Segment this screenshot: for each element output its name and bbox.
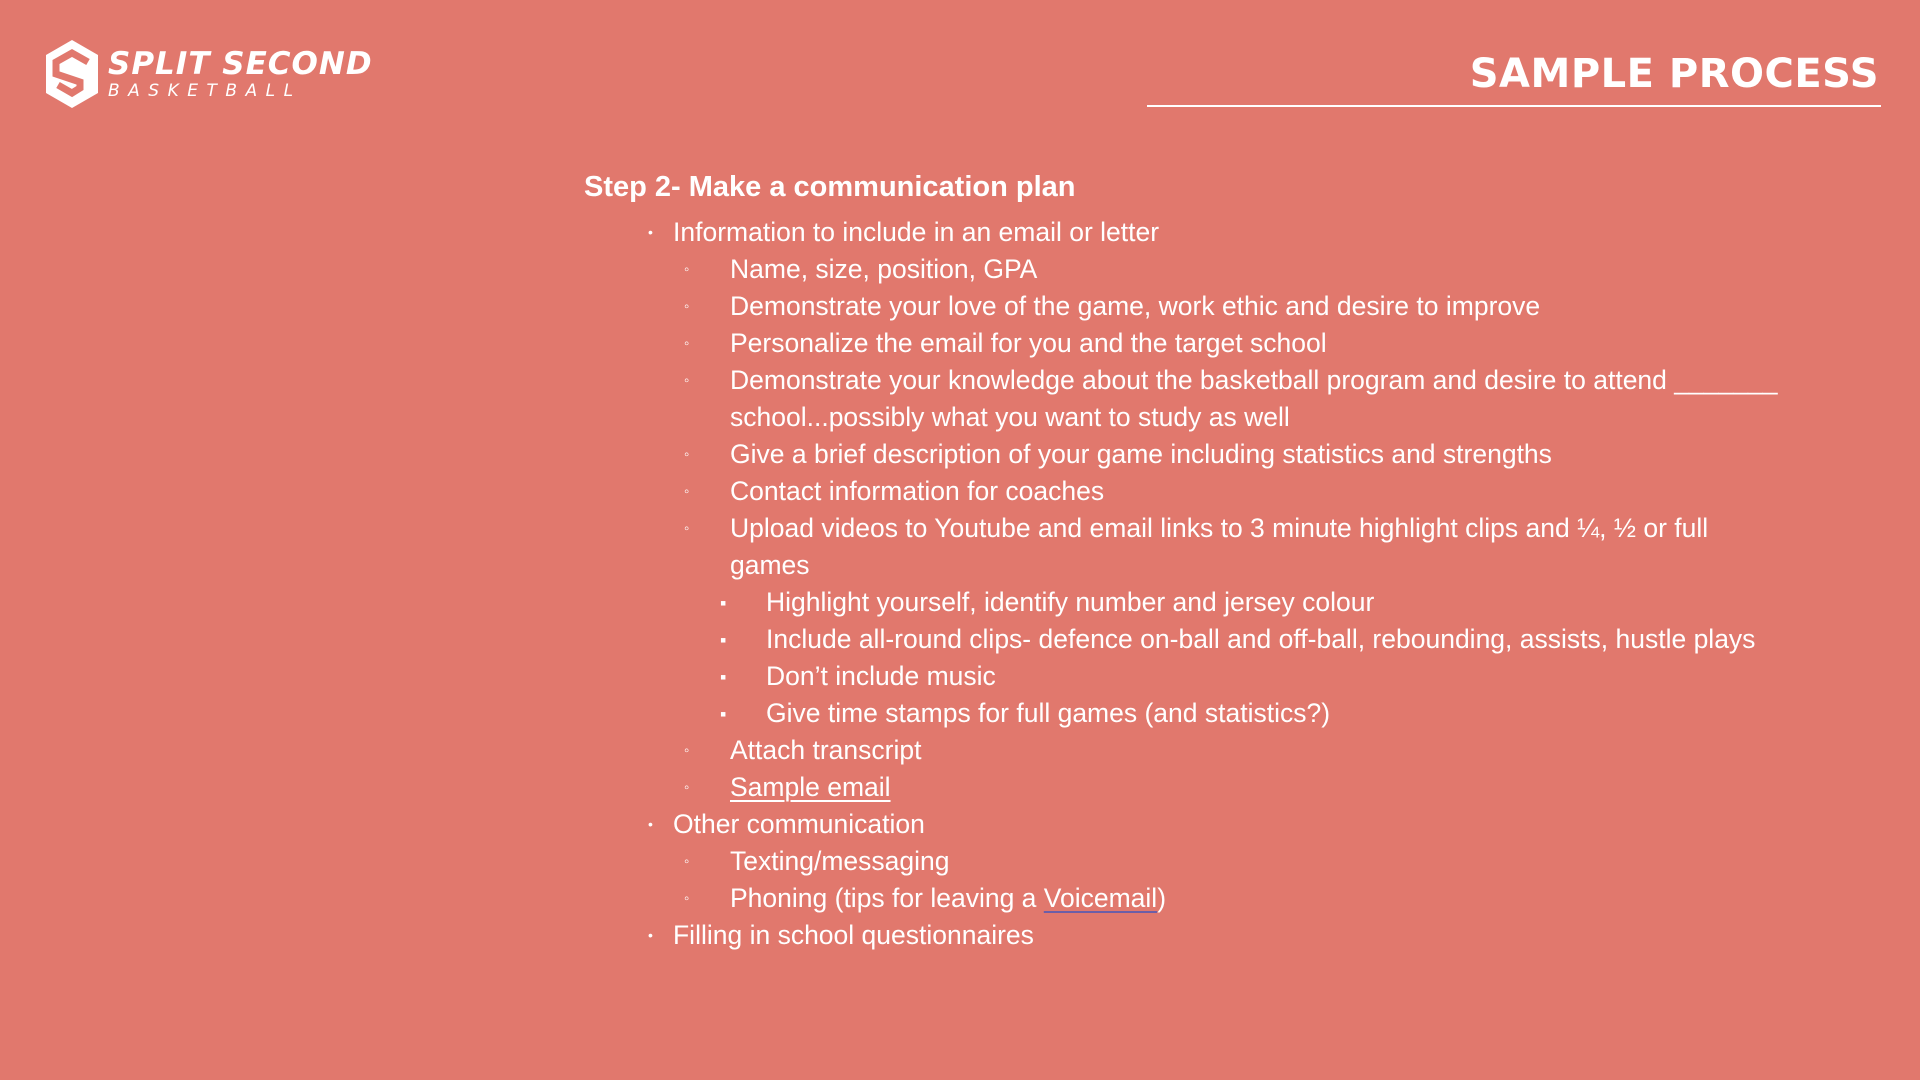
hollow-bullet-icon: ◦ — [684, 742, 690, 759]
bullet-icon: • — [648, 224, 653, 240]
hollow-bullet-icon: ◦ — [684, 520, 690, 537]
list-item-label: Information to include in an email or letter — [673, 217, 1160, 247]
list-item-text: Include all-round clips- defence on-ball and off-ball, rebounding, assists, hustle plays — [766, 624, 1756, 654]
list-item — [720, 658, 1784, 695]
list-item-text: Give time stamps for full games (and statistics?) — [766, 698, 1331, 728]
hollow-bullet-icon: ◦ — [684, 335, 690, 352]
hollow-bullet-icon: ◦ — [684, 779, 690, 796]
list-item-text: Phoning (tips for leaving a — [730, 883, 1044, 913]
hollow-bullet-icon: ◦ — [684, 261, 690, 278]
hollow-bullet-icon: ◦ — [684, 298, 690, 315]
list-item — [684, 288, 1784, 325]
page-title: SAMPLE PROCESS — [1469, 51, 1879, 97]
list-item-text: Texting/messaging — [730, 846, 950, 876]
main-list — [584, 214, 1784, 954]
square-bullet-icon: ▪ — [720, 593, 727, 613]
email-info-sublist — [684, 251, 1784, 806]
title-underline — [1147, 105, 1881, 107]
list-item — [684, 769, 1784, 806]
list-item — [684, 436, 1784, 473]
square-bullet-icon: ▪ — [720, 704, 727, 724]
square-bullet-icon: ▪ — [720, 630, 727, 650]
list-item-text: Name, size, position, GPA — [730, 254, 1038, 284]
list-item-label: Filling in school questionnaires — [673, 920, 1034, 950]
list-item-text: Contact information for coaches — [730, 476, 1105, 506]
logo-wordmark: SPLIT SECOND — [108, 46, 373, 82]
hollow-bullet-icon: ◦ — [684, 483, 690, 500]
bullet-icon: • — [648, 927, 653, 943]
brand-logo — [44, 38, 373, 110]
list-item-text: Attach transcript — [730, 735, 922, 765]
list-item — [684, 510, 1784, 732]
list-item — [720, 621, 1784, 658]
hollow-bullet-icon: ◦ — [684, 446, 690, 463]
list-item — [684, 843, 1784, 880]
slide-content — [584, 168, 1784, 954]
list-item — [684, 325, 1784, 362]
square-bullet-icon: ▪ — [720, 667, 727, 687]
list-item-text-suffix: ) — [1157, 883, 1167, 913]
bullet-icon: • — [648, 816, 653, 832]
other-communication-sublist — [684, 843, 1784, 917]
list-item — [684, 732, 1784, 769]
list-item-email-info — [584, 214, 1784, 806]
video-tips-sublist — [720, 584, 1784, 732]
hollow-bullet-icon: ◦ — [684, 372, 690, 389]
list-item — [684, 251, 1784, 288]
hollow-bullet-icon: ◦ — [684, 890, 690, 907]
list-item-questionnaires — [584, 917, 1784, 954]
list-item-text: Highlight yourself, identify number and jersey colour — [766, 587, 1375, 617]
list-item-label: Other communication — [673, 809, 925, 839]
hollow-bullet-icon: ◦ — [684, 853, 690, 870]
s-hexagon-logo-icon — [44, 38, 100, 110]
logo-subtitle: BASKETBALL — [108, 81, 302, 101]
list-item-text: Upload videos to Youtube and email links to 3 minute highlight clips and ¼, ½ or full games — [730, 513, 1709, 580]
sample-email-link[interactable]: Sample email — [730, 772, 891, 802]
voicemail-link[interactable]: Voicemail — [1043, 883, 1158, 913]
step-heading: Step 2- Make a communication plan — [584, 171, 1076, 203]
list-item — [720, 584, 1784, 621]
list-item-text: Demonstrate your knowledge about the basketball program and desire to attend _______ school...possibly what you want to study as well — [730, 365, 1778, 432]
list-item — [684, 473, 1784, 510]
list-item-text: Demonstrate your love of the game, work ethic and desire to improve — [730, 291, 1541, 321]
list-item — [720, 695, 1784, 732]
list-item — [684, 880, 1784, 917]
list-item-text: Personalize the email for you and the target school — [730, 328, 1327, 358]
list-item — [684, 362, 1784, 436]
list-item-text: Give a brief description of your game including statistics and strengths — [730, 439, 1552, 469]
list-item-text: Don’t include music — [766, 661, 996, 691]
list-item-other-communication — [584, 806, 1784, 917]
